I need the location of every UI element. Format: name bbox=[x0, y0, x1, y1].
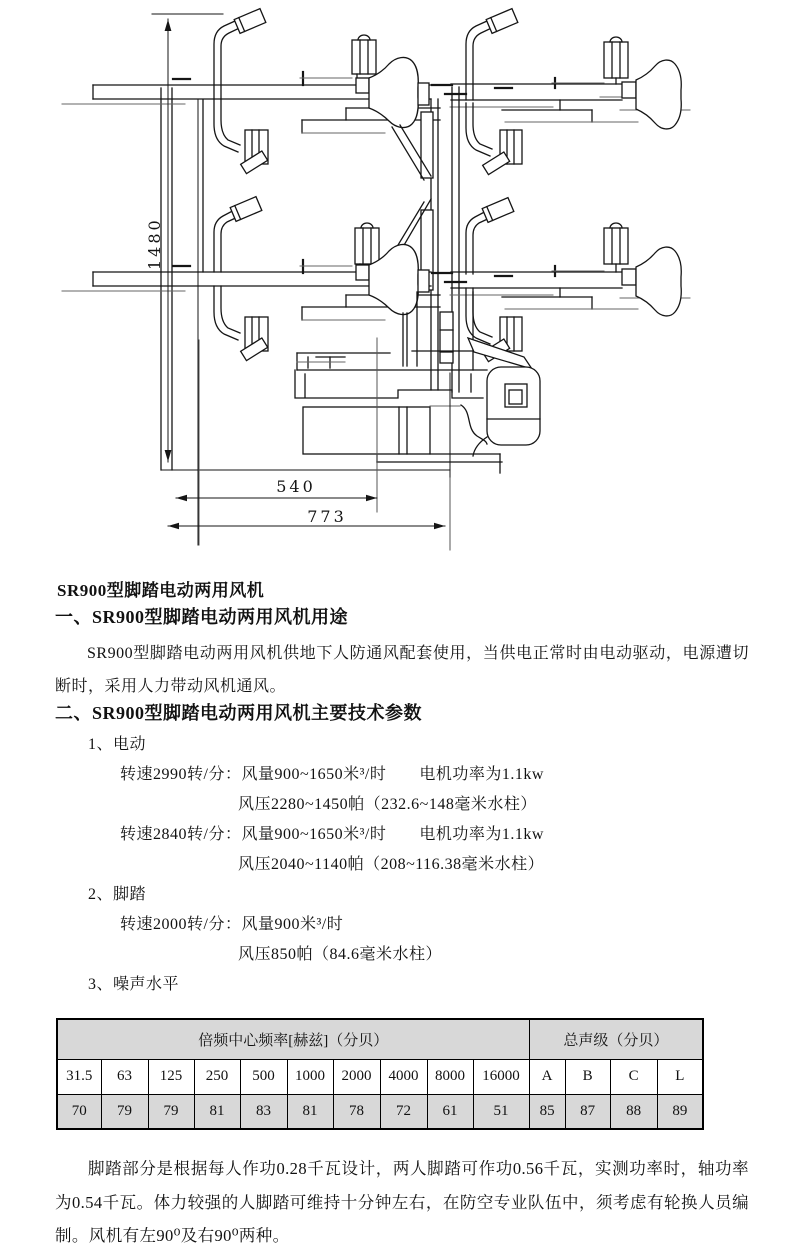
freq-label-cell: 8000 bbox=[427, 1059, 473, 1094]
freq-value-cell: 81 bbox=[287, 1094, 333, 1129]
freq-value-cell: 61 bbox=[427, 1094, 473, 1129]
level-label-cell: B bbox=[565, 1059, 610, 1094]
saddle-seat-icon bbox=[622, 60, 681, 129]
section1-paragraph: SR900型脚踏电动两用风机供地下人防通风配套使用，当供电正常时由电动驱动，电源遭切断时，采用人力带动风机通风。 bbox=[55, 645, 749, 695]
handlebar-grip-icon bbox=[482, 198, 514, 223]
freq-label-cell: 125 bbox=[148, 1059, 194, 1094]
spec-pedal-pressure: 风压850帕（84.6毫米水柱） bbox=[238, 946, 443, 963]
dim-label-773: 773 bbox=[307, 507, 347, 526]
freq-value-cell: 51 bbox=[473, 1094, 529, 1129]
spec-pedal-speed: 转速2000转/分：风量900米³/时 bbox=[120, 916, 344, 933]
freq-label-cell: 31.5 bbox=[57, 1059, 101, 1094]
freq-label-cell: 2000 bbox=[333, 1059, 380, 1094]
doc-title: SR900型脚踏电动两用风机 bbox=[57, 581, 265, 600]
spec-electric-pressure1: 风压2280~1450帕（232.6~148毫米水柱） bbox=[238, 796, 537, 813]
level-value-cell: 87 bbox=[565, 1094, 610, 1129]
pedal-icon bbox=[241, 130, 268, 174]
dim-label-1480: 1480 bbox=[145, 217, 164, 270]
freq-value-cell: 72 bbox=[380, 1094, 427, 1129]
level-label-cell: C bbox=[610, 1059, 657, 1094]
electric-motor bbox=[473, 367, 540, 456]
table-value-row bbox=[57, 1094, 703, 1129]
table-label-row bbox=[57, 1059, 703, 1094]
level-value-cell: 85 bbox=[529, 1094, 565, 1129]
closing-paragraph: 脚踏部分是根据每人作功0.28千瓦设计，两人脚踏可作功0.56千瓦，实测功率时，轴功率为0.54千瓦。体力较强的人脚踏可维持十分钟左右，在防空专业队伍中，须考虑有轮换人员编制。风机有左90⁰及右90⁰两种。 bbox=[55, 1159, 749, 1245]
level-value-cell: 88 bbox=[610, 1094, 657, 1129]
freq-header-cell: 倍频中心频率[赫兹]（分贝） bbox=[57, 1019, 529, 1059]
noise-level-table bbox=[56, 1018, 704, 1130]
saddle-seat-icon bbox=[622, 247, 681, 316]
freq-value-cell: 78 bbox=[333, 1094, 380, 1129]
freq-label-cell: 250 bbox=[194, 1059, 240, 1094]
pedal-icon bbox=[604, 37, 628, 84]
level-value-cell: 89 bbox=[657, 1094, 703, 1129]
freq-label-cell: 16000 bbox=[473, 1059, 529, 1094]
total-header-cell: 总声级（分贝） bbox=[529, 1019, 703, 1059]
freq-value-cell: 79 bbox=[148, 1094, 194, 1129]
pedal-icon bbox=[483, 130, 522, 175]
spec-electric-speed1: 转速2990转/分：风量900~1650米³/时 电机功率为1.1kw bbox=[120, 766, 544, 783]
fan-assembly-diagram bbox=[0, 0, 800, 560]
section1-heading: 一、SR900型脚踏电动两用风机用途 bbox=[55, 607, 349, 627]
item1-label: 1、电动 bbox=[88, 736, 147, 753]
spec-electric-pressure2: 风压2040~1140帕（208~116.38毫米水柱） bbox=[238, 856, 545, 873]
item2-label: 2、脚踏 bbox=[88, 886, 147, 903]
freq-value-cell: 70 bbox=[57, 1094, 101, 1129]
section2-heading: 二、SR900型脚踏电动两用风机主要技术参数 bbox=[55, 703, 423, 723]
level-label-cell: A bbox=[529, 1059, 565, 1094]
frame-legs bbox=[161, 88, 203, 545]
pedal-station-row-top bbox=[62, 9, 690, 175]
freq-label-cell: 63 bbox=[101, 1059, 148, 1094]
dim-label-540: 540 bbox=[276, 477, 316, 496]
handlebar-grip-icon bbox=[234, 9, 266, 34]
freq-value-cell: 79 bbox=[101, 1094, 148, 1129]
handlebar-grip-icon bbox=[486, 9, 518, 34]
freq-label-cell: 4000 bbox=[380, 1059, 427, 1094]
table-header-row bbox=[57, 1019, 703, 1059]
freq-label-cell: 500 bbox=[240, 1059, 287, 1094]
pedal-icon bbox=[604, 223, 628, 272]
item3-label: 3、噪声水平 bbox=[88, 976, 180, 993]
level-label-cell: L bbox=[657, 1059, 703, 1094]
freq-value-cell: 81 bbox=[194, 1094, 240, 1129]
pedal-icon bbox=[241, 317, 268, 361]
handlebar-grip-icon bbox=[230, 197, 262, 222]
freq-value-cell: 83 bbox=[240, 1094, 287, 1129]
spec-electric-speed2: 转速2840转/分：风量900~1650米³/时 电机功率为1.1kw bbox=[120, 826, 544, 843]
freq-label-cell: 1000 bbox=[287, 1059, 333, 1094]
